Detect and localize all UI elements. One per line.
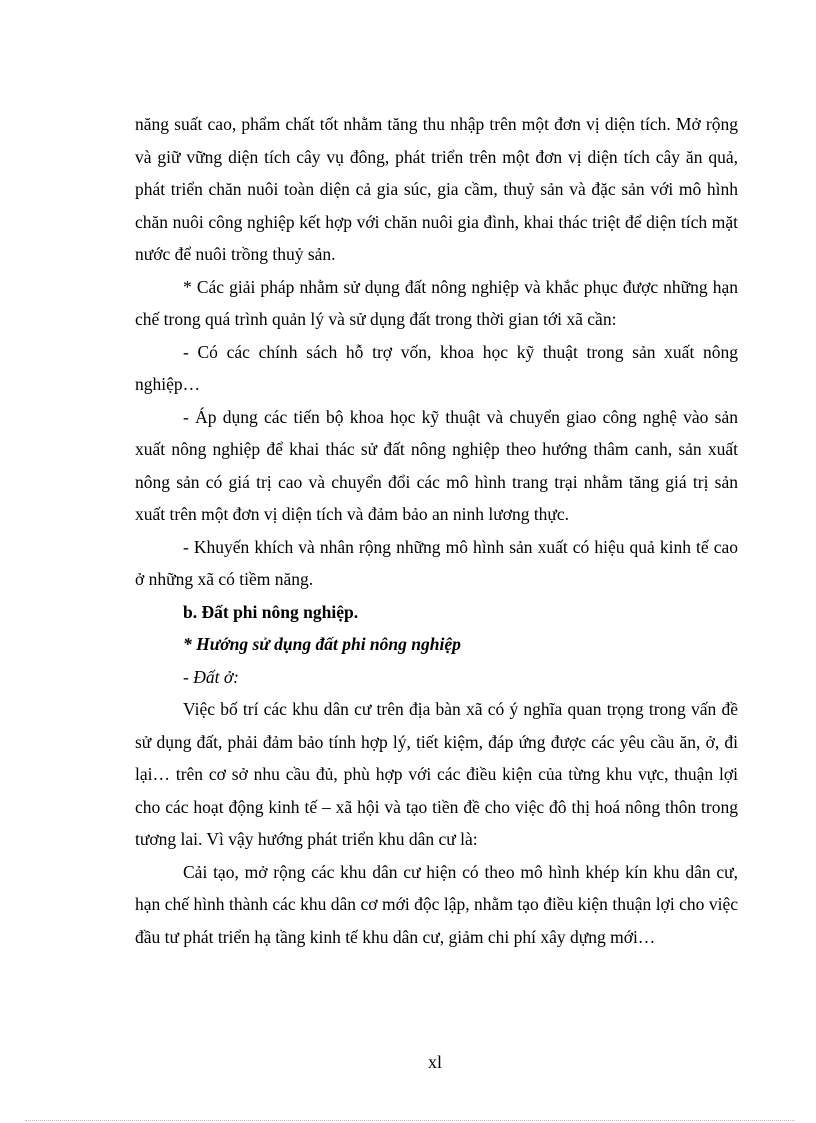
paragraph-technology-transfer: - Áp dụng các tiến bộ khoa học kỹ thuật và chuyển giao công nghệ vào sản xuất nông nghiệp để khai thác sử đất nông nghiệp theo hướng thâm canh, sản xuất nông sản có giá trị cao và chuyển đổi các mô hình trang trại nhằm tăng giá trị sản xuất trên một đơn vị diện tích và đảm bảo an ninh lương thực. xyxy=(135,406,738,524)
paragraph-solutions-intro: * Các giải pháp nhằm sử dụng đất nông nghiệp và khắc phục được những hạn chế trong quá trình quản lý và sử dụng đất trong thời gian tới xã cần: xyxy=(135,276,738,329)
subheading-residential-land: - Đất ở: xyxy=(183,666,239,687)
paragraph-model-expansion: - Khuyến khích và nhân rộng những mô hình sản xuất có hiệu quả kinh tế cao ở những xã có tiềm năng. xyxy=(135,536,738,589)
paragraph-residential-planning: Việc bố trí các khu dân cư trên địa bàn xã có ý nghĩa quan trọng trong vấn đề sử dụng đất, phải đảm bảo tính hợp lý, tiết kiệm, đáp ứng được các yêu cầu ăn, ở, đi lại… trên cơ sở nhu cầu đủ, phù hợp với các điều kiện của từng khu vực, thuận lợi cho các hoạt động kinh tế – xã hội và tạo tiền đề cho việc đô thị hoá nông thôn trong tương lai. Vì vậy hướng phát triển khu dân cư là: xyxy=(135,699,738,849)
section-heading-non-agricultural-land: b. Đất phi nông nghiệp. xyxy=(183,601,359,622)
paragraph-capital-support: - Có các chính sách hỗ trợ vốn, khoa học kỹ thuật trong sản xuất nông nghiệp… xyxy=(135,341,738,394)
page-bottom-divider xyxy=(25,1120,795,1121)
subsection-heading-land-use-direction: * Hướng sử dụng đất phi nông nghiệp xyxy=(183,634,461,654)
paragraph-crop-productivity: năng suất cao, phẩm chất tốt nhằm tăng thu nhập trên một đơn vị diện tích. Mở rộng và giữ vững diện tích cây vụ đông, phát triển trên một đơn vị diện tích cây ăn quả, phát triển chăn nuôi toàn diện cả gia súc, gia cầm, thuỷ sản và đặc sản với mô hình chăn nuôi công nghiệp kết hợp với chăn nuôi gia đình, khai thác triệt để diện tích mặt nước để nuôi trồng thuỷ sản. xyxy=(135,114,738,264)
page-number: xl xyxy=(427,1052,442,1072)
paragraph-residential-renovation: Cải tạo, mở rộng các khu dân cư hiện có theo mô hình khép kín khu dân cư, hạn chế hình thành các khu dân cơ mới độc lập, nhằm tạo điều kiện thuận lợi cho việc đầu tư phát triển hạ tầng kinh tế khu dân cư, giảm chi phí xây dựng mới… xyxy=(135,861,738,947)
document-body xyxy=(135,108,738,953)
